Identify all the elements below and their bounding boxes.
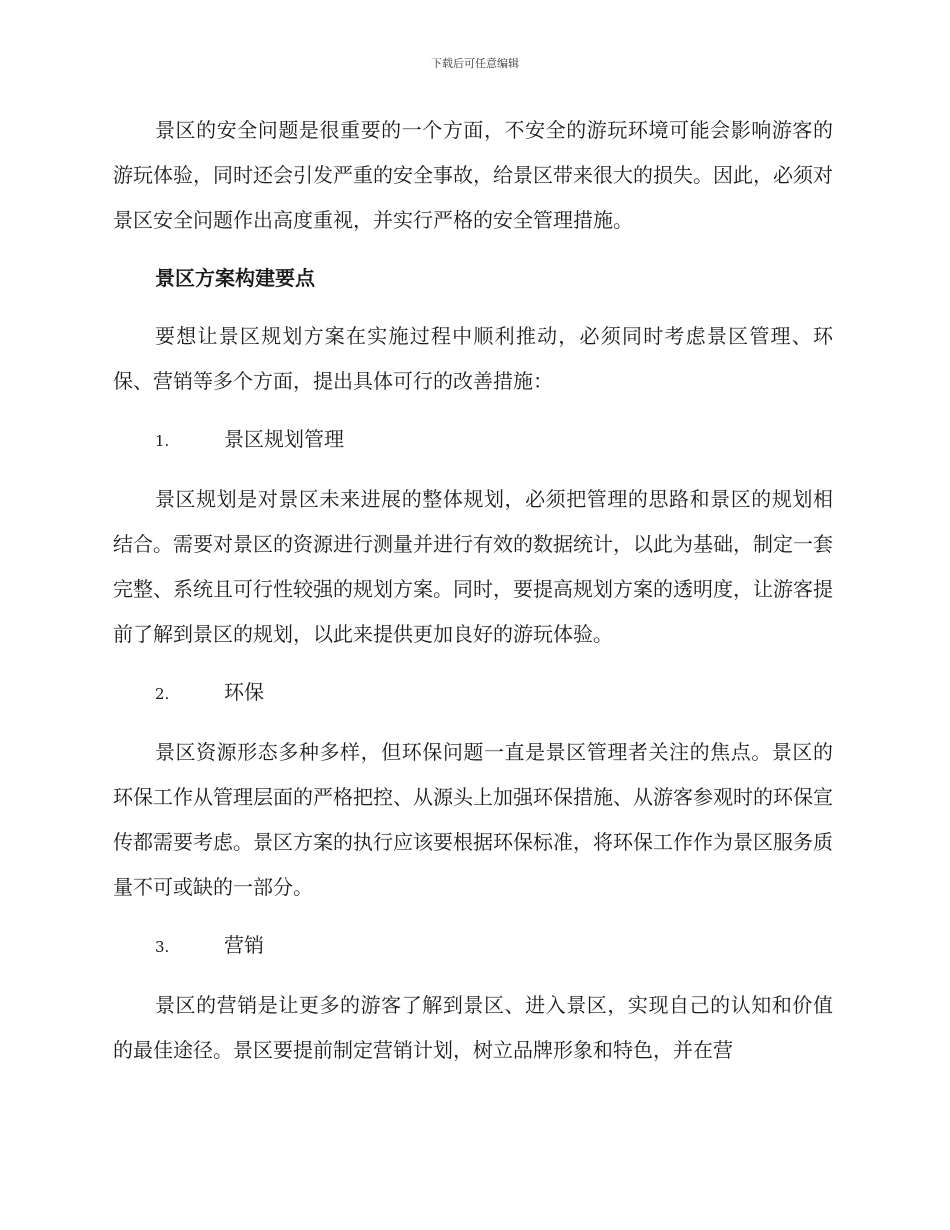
document-body [113,108,833,1073]
list-item-marketing [113,923,833,970]
paragraph-environment: 景区资源形态多种多样，但环保问题一直是景区管理者关注的焦点。景区的环保工作从管理层面的严格把控、从源头上加强环保措施、从游客参观时的环保宣传都需要考虑。景区方案的执行应该要根据环保标准，将环保工作作为景区服务质量不可或缺的一部分。 [113,740,833,899]
list-item-title: 环保 [224,680,264,704]
paragraph-marketing: 景区的营销是让更多的游客了解到景区、进入景区，实现自己的认知和价值的最佳途径。景区要提前制定营销计划，树立品牌形象和特色，并在营 [113,993,833,1062]
paragraph-safety: 景区的安全问题是很重要的一个方面，不安全的游玩环境可能会影响游客的游玩体验，同时还会引发严重的安全事故，给景区带来很大的损失。因此，必须对景区安全问题作出高度重视，并实行严格的安全管理措施。 [113,118,833,232]
list-item-planning [113,417,833,464]
list-number: 1. [155,432,170,450]
paragraph-intro: 要想让景区规划方案在实施过程中顺利推动，必须同时考虑景区管理、环保、营销等多个方面，提出具体可行的改善措施： [113,324,833,393]
section-heading: 景区方案构建要点 [155,266,315,290]
paragraph-planning: 景区规划是对景区未来进展的整体规划，必须把管理的思路和景区的规划相结合。需要对景区的资源进行测量并进行有效的数据统计，以此为基础，制定一套完整、系统且可行性较强的规划方案。同时，要提高规划方案的透明度，让游客提前了解到景区的规划，以此来提供更加良好的游玩体验。 [113,487,833,646]
header-note: 下载后可任意编辑 [431,57,519,70]
list-item-title: 营销 [224,933,264,957]
list-number: 3. [155,938,170,956]
list-number: 2. [155,685,170,703]
list-item-environment [113,670,833,717]
list-item-title: 景区规划管理 [224,427,344,451]
